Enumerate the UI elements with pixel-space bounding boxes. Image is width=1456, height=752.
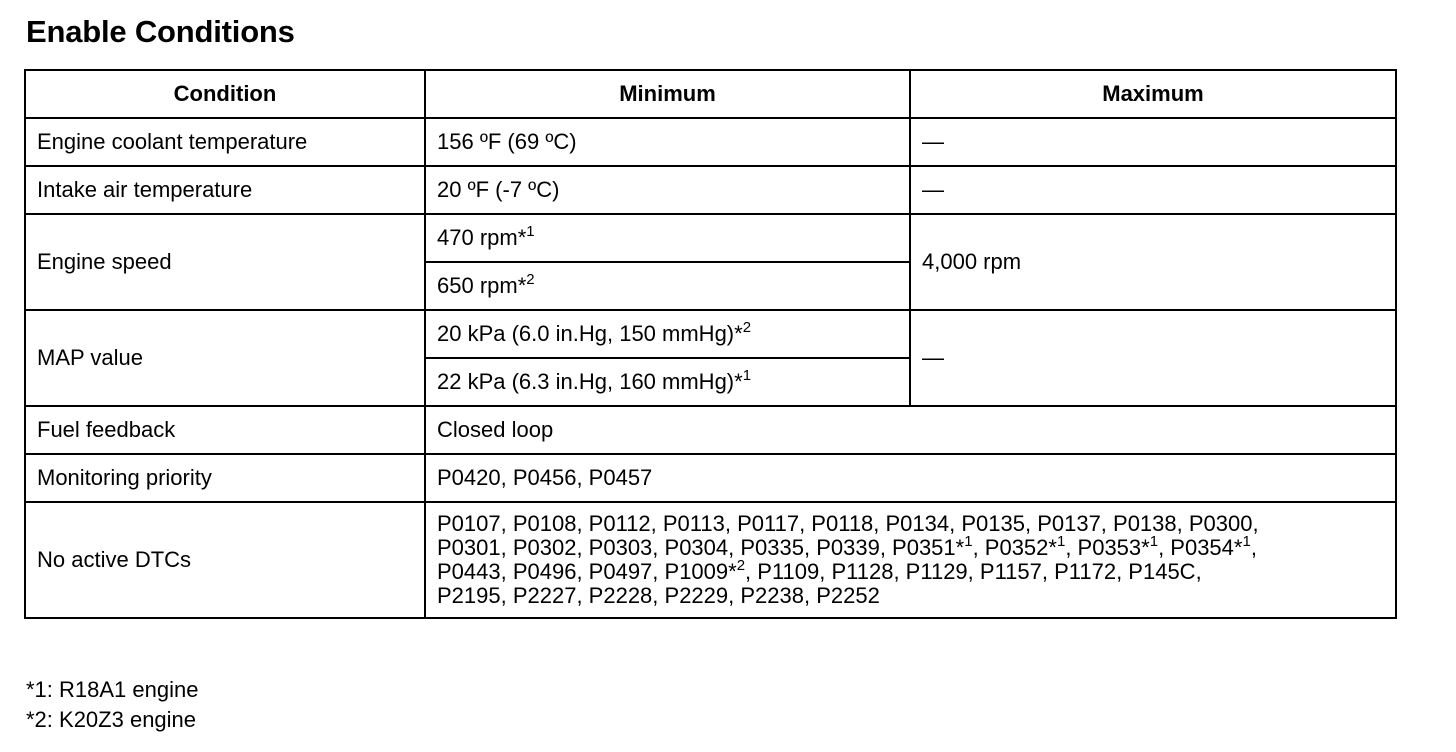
- footnote-ref: 2: [742, 318, 752, 336]
- footnote-ref: 1: [1242, 532, 1251, 550]
- minimum-text: 22 kPa (6.3 in.Hg, 160 mmHg)*: [437, 369, 743, 394]
- minimum-text: 650 rpm*: [437, 273, 527, 298]
- footnotes: [26, 675, 198, 735]
- footnote-ref: 2: [736, 556, 746, 574]
- maximum-cell: 4,000 rpm: [910, 214, 1396, 310]
- dtc-text: , P0352*: [972, 535, 1057, 560]
- table-row: [25, 406, 1396, 454]
- minimum-cell: 156 ºF (69 ºC): [425, 118, 910, 166]
- condition-cell: MAP value: [25, 310, 425, 406]
- header-row: [25, 70, 1396, 118]
- table-row: [25, 502, 1396, 618]
- dtc-line: P2195, P2227, P2228, P2229, P2238, P2252: [437, 583, 880, 608]
- header-condition: Condition: [25, 70, 425, 118]
- footnote-ref: 1: [526, 222, 535, 240]
- minimum-cell: [425, 358, 910, 406]
- dtc-line: [437, 556, 1384, 584]
- header-maximum: Maximum: [910, 70, 1396, 118]
- dtc-list-cell: [425, 502, 1396, 618]
- footnote-ref: 1: [742, 366, 752, 384]
- enable-conditions-table: [24, 69, 1397, 619]
- dtc-text: , P0353*: [1065, 535, 1150, 560]
- table-row: [25, 454, 1396, 502]
- footnote-ref: 1: [1149, 532, 1159, 550]
- page-title: Enable Conditions: [26, 14, 295, 49]
- condition-cell: Monitoring priority: [25, 454, 425, 502]
- table-row: [25, 214, 1396, 262]
- maximum-cell: —: [910, 166, 1396, 214]
- condition-cell: No active DTCs: [25, 502, 425, 618]
- dtc-line: P0107, P0108, P0112, P0113, P0117, P0118, P0134, P0135, P0137, P0138, P0300,: [437, 511, 1259, 536]
- value-cell: Closed loop: [425, 406, 1396, 454]
- footnote: *1: R18A1 engine: [26, 677, 199, 702]
- value-cell: P0420, P0456, P0457: [425, 454, 1396, 502]
- condition-cell: Engine coolant temperature: [25, 118, 425, 166]
- dtc-text: , P0354*: [1158, 535, 1243, 560]
- condition-cell: Fuel feedback: [25, 406, 425, 454]
- table-row: [25, 310, 1396, 358]
- minimum-text: 470 rpm*: [437, 225, 527, 250]
- minimum-cell: 20 ºF (-7 ºC): [425, 166, 910, 214]
- dtc-text: P0443, P0496, P0497, P1009*: [437, 559, 737, 584]
- condition-cell: Engine speed: [25, 214, 425, 310]
- maximum-cell: —: [910, 118, 1396, 166]
- dtc-text: ,: [1250, 535, 1257, 560]
- minimum-cell: [425, 262, 910, 310]
- header-minimum: Minimum: [425, 70, 910, 118]
- footnote-ref: 2: [526, 270, 535, 288]
- footnote-ref: 1: [1056, 532, 1066, 550]
- minimum-cell: [425, 214, 910, 262]
- table-row: [25, 166, 1396, 214]
- maximum-cell: —: [910, 310, 1396, 406]
- footnote: *2: K20Z3 engine: [26, 707, 197, 732]
- footnote-ref: 1: [964, 532, 973, 550]
- dtc-line: [437, 532, 1384, 560]
- table-row: [25, 118, 1396, 166]
- condition-cell: Intake air temperature: [25, 166, 425, 214]
- minimum-text: 20 kPa (6.0 in.Hg, 150 mmHg)*: [437, 321, 743, 346]
- dtc-text: P0301, P0302, P0303, P0304, P0335, P0339, P0351*: [437, 535, 965, 560]
- dtc-text: , P1109, P1128, P1129, P1157, P1172, P145C,: [745, 559, 1202, 584]
- minimum-cell: [425, 310, 910, 358]
